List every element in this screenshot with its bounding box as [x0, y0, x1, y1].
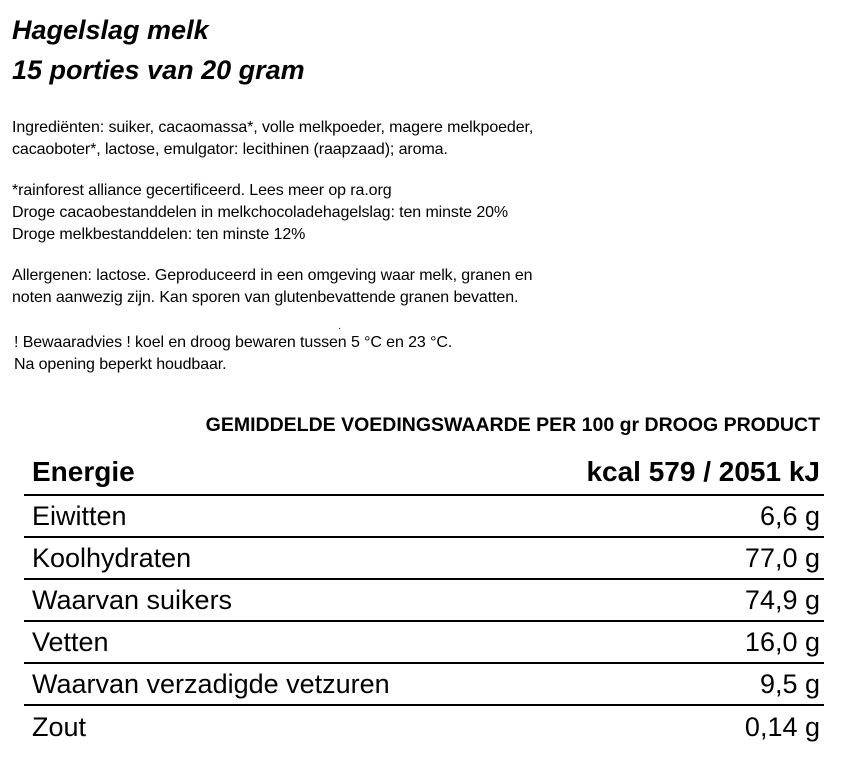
nutrition-row-sugars [24, 580, 824, 622]
nutrition-row-salt [24, 706, 824, 748]
nutrition-label: Waarvan suikers [32, 584, 233, 615]
ingredients-line: Ingrediënten: suiker, cacaomassa*, volle melkpoeder, magere melkpoeder, [12, 119, 534, 136]
nutrition-value: 74,9 g [744, 584, 820, 615]
storage-advice-line: ! Bewaaradvies ! koel en droog bewaren tussen 5 °C en 23 °C. [14, 334, 453, 351]
allergens-line: noten aanwezig zijn. Kan sporen van glutenbevattende granen bevatten. [12, 289, 519, 306]
allergens-text [12, 265, 532, 309]
nutrition-heading: GEMIDDELDE VOEDINGSWAARDE PER 100 gr DROOG PRODUCT [205, 414, 820, 436]
nutrition-value: kcal 579 / 2051 kJ [586, 456, 820, 487]
nutrition-value: 0,14 g [744, 711, 820, 742]
nutrition-row-protein [24, 496, 824, 538]
nutrition-row-energy [24, 450, 824, 496]
nutrition-value: 6,6 g [759, 500, 820, 531]
nutrition-label: Energie [32, 456, 135, 487]
portion-info: 15 porties van 20 gram [12, 55, 305, 85]
nutrition-label: Zout [32, 711, 87, 742]
storage-after-opening-line: Na opening beperkt houdbaar. [14, 356, 227, 373]
nutrition-value: 9,5 g [759, 668, 820, 699]
certification-text [12, 180, 508, 246]
ingredients-text [12, 117, 533, 161]
product-title: Hagelslag melk [12, 15, 209, 45]
stray-mark: · [338, 323, 342, 334]
cocoa-solids-line: Droge cacaobestanddelen in melkchocoladehagelslag: ten minste 20% [12, 204, 509, 221]
storage-text [14, 332, 452, 376]
nutrition-label: Koolhydraten [32, 542, 192, 573]
ingredients-line: cacaoboter*, lactose, emulgator: lecithinen (raapzaad); aroma. [12, 141, 448, 158]
certification-line: *rainforest alliance gecertificeerd. Lees meer op ra.org [12, 182, 392, 199]
nutrition-value: 16,0 g [744, 626, 820, 657]
nutrition-label: Vetten [32, 626, 109, 657]
nutrition-row-saturated-fat [24, 664, 824, 706]
nutrition-row-carbohydrates [24, 538, 824, 580]
allergens-line: Allergenen: lactose. Geproduceerd in een omgeving waar melk, granen en [12, 267, 533, 284]
milk-solids-line: Droge melkbestanddelen: ten minste 12% [12, 226, 306, 243]
nutrition-label: Eiwitten [32, 500, 127, 531]
nutrition-label: Waarvan verzadigde vetzuren [32, 668, 390, 699]
nutrition-value: 77,0 g [744, 542, 820, 573]
nutrition-row-fat [24, 622, 824, 664]
nutrition-table [24, 450, 824, 748]
